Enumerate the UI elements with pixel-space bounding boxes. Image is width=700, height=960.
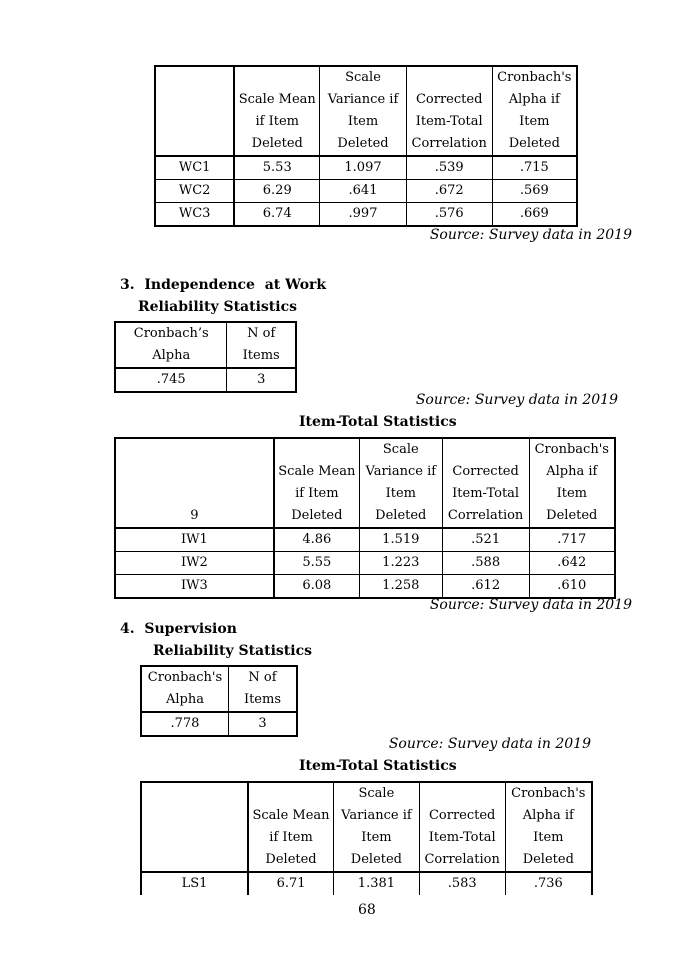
row-label: WC1 <box>155 156 234 180</box>
header-cell: Cronbach's Alpha if Item Deleted <box>492 66 577 156</box>
table-header-row <box>115 438 615 528</box>
iw-item-total-table <box>114 437 616 599</box>
table-cell: .583 <box>419 872 505 895</box>
table-cell: .717 <box>529 528 615 552</box>
row-label: WC2 <box>155 180 234 203</box>
table-row <box>141 712 297 736</box>
table-cell: .588 <box>442 552 529 575</box>
table-cell: .642 <box>529 552 615 575</box>
table-cell: .672 <box>406 180 492 203</box>
table-cell: 5.53 <box>234 156 319 180</box>
header-cell: Corrected Item-Total Correlation <box>442 438 529 528</box>
table-header-row <box>155 66 577 156</box>
reliability-table <box>140 665 298 737</box>
table-cell: .715 <box>492 156 577 180</box>
table-cell: .669 <box>492 203 577 227</box>
header-cell: Corrected Item-Total Correlation <box>406 66 492 156</box>
table-header-row <box>141 782 592 872</box>
table-cell: 1.223 <box>359 552 442 575</box>
section-heading: 3. Independence at Work <box>120 277 327 293</box>
table-row <box>155 156 577 180</box>
table-cell: 5.55 <box>274 552 360 575</box>
header-cell: Scale Variance if Item Deleted <box>359 438 442 528</box>
header-cell: Scale Mean if Item Deleted <box>248 782 334 872</box>
table-header-row <box>115 322 296 368</box>
row-label: LS1 <box>141 872 248 895</box>
table-cell: .569 <box>492 180 577 203</box>
table-cell: .736 <box>505 872 592 895</box>
reliability-table <box>114 321 297 393</box>
table-header-row <box>141 666 297 712</box>
table-row <box>155 203 577 227</box>
reliability-title: Reliability Statistics <box>153 643 312 659</box>
item-total-title: Item-Total Statistics <box>299 758 457 774</box>
header-cell: Scale Variance if Item Deleted <box>334 782 420 872</box>
table-cell: .521 <box>442 528 529 552</box>
table-cell: 6.29 <box>234 180 319 203</box>
table-cell: .610 <box>529 575 615 599</box>
table-row <box>115 528 615 552</box>
table-cell: 1.519 <box>359 528 442 552</box>
table-cell: 3 <box>227 368 296 392</box>
row-label: IW3 <box>115 575 274 599</box>
table-row <box>115 552 615 575</box>
table-cell: 4.86 <box>274 528 360 552</box>
table-cell: .576 <box>406 203 492 227</box>
table-cell: 3 <box>228 712 297 736</box>
header-cell: Cronbach's Alpha <box>141 666 228 712</box>
table-cell: 6.08 <box>274 575 360 599</box>
table-row <box>115 575 615 599</box>
item-total-title: Item-Total Statistics <box>299 414 457 430</box>
table-cell: 1.097 <box>320 156 407 180</box>
table-row <box>115 368 296 392</box>
table-cell: .539 <box>406 156 492 180</box>
table-cell: 1.381 <box>334 872 420 895</box>
header-cell: Corrected Item-Total Correlation <box>419 782 505 872</box>
table-cell: .745 <box>115 368 227 392</box>
table-cell: .778 <box>141 712 228 736</box>
header-cell: N of Items <box>227 322 296 368</box>
table-cell: .641 <box>320 180 407 203</box>
source-note: Source: Survey data in 2019 <box>429 597 632 613</box>
source-note: Source: Survey data in 2019 <box>415 392 618 408</box>
table-row <box>141 872 592 895</box>
table-cell: 6.71 <box>248 872 334 895</box>
ls-item-total-table <box>140 781 593 895</box>
header-cell: Cronbach's Alpha if Item Deleted <box>505 782 592 872</box>
header-cell: Cronbach’s Alpha <box>115 322 227 368</box>
row-label: IW1 <box>115 528 274 552</box>
source-note: Source: Survey data in 2019 <box>388 736 591 752</box>
section-heading: 4. Supervision <box>120 621 237 637</box>
header-cell: Cronbach's Alpha if Item Deleted <box>529 438 615 528</box>
header-cell <box>155 66 234 156</box>
reliability-title: Reliability Statistics <box>138 299 297 315</box>
table-cell: .997 <box>320 203 407 227</box>
header-cell: Scale Mean if Item Deleted <box>234 66 319 156</box>
header-cell: N of Items <box>228 666 297 712</box>
source-note: Source: Survey data in 2019 <box>429 227 632 243</box>
header-cell <box>141 782 248 872</box>
header-cell: Scale Mean if Item Deleted <box>274 438 360 528</box>
wc-item-total-table <box>154 65 578 227</box>
header-cell: Scale Variance if Item Deleted <box>320 66 407 156</box>
row-label: IW2 <box>115 552 274 575</box>
header-cell: 9 <box>115 438 274 528</box>
row-label: WC3 <box>155 203 234 227</box>
table-cell: .612 <box>442 575 529 599</box>
table-cell: 6.74 <box>234 203 319 227</box>
page-number: 68 <box>358 902 376 918</box>
table-row <box>155 180 577 203</box>
table-cell: 1.258 <box>359 575 442 599</box>
